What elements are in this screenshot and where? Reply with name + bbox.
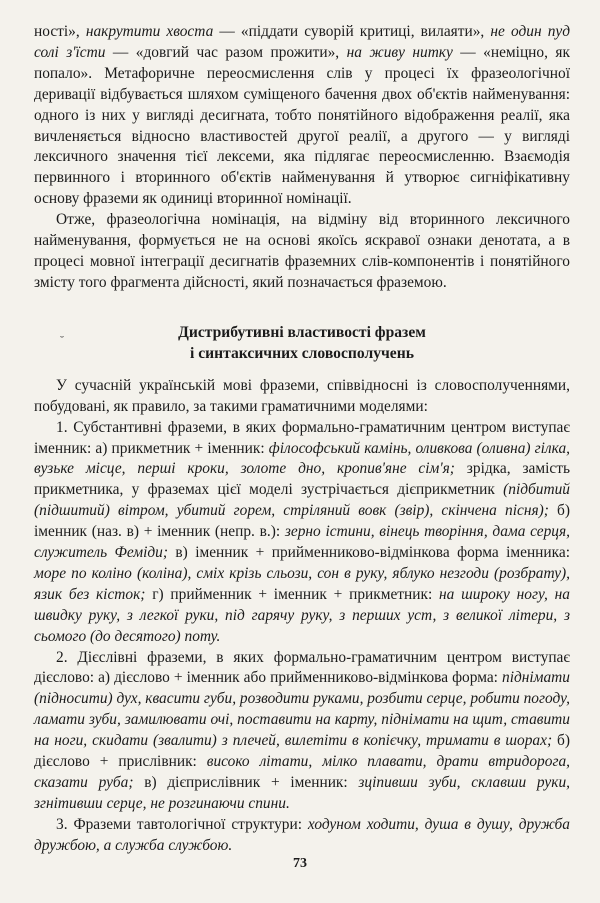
paragraph-intro <box>34 376 570 418</box>
paragraph-metaphor <box>34 22 570 210</box>
page-number: 73 <box>293 856 307 871</box>
text-run: б) іменник (наз. в) + іменник (непр. в.): <box>34 502 570 541</box>
paragraph-substantive <box>34 418 570 648</box>
text-run: У сучасній українській мові фраземи, співвідносні із словосполученнями, побудовані, як правило, за такими граматичними моделями: <box>34 376 570 415</box>
example-phrases: на живу нитку <box>346 43 453 61</box>
heading-line-2: і синтаксичних словосполучень <box>190 344 414 362</box>
text-run: б) дієслово + прислівник: <box>34 732 570 771</box>
text-run: — «неміцно, як попало». Метафоричне переосмислення слів у процесі їх фразеологічної деривації відбувається шляхом суміщеного бачення двох об'єктів найменування: одного із них у вигляді десигната, тобто понятійного відображення реалії, яка вичленяється відносно властивостей другої реалії, а другого — у вигляді лексичного значення тієї лексеми, яка підлягає переосмисленню. Взаємодія первинного і вторинного об'єктів найменування й утворює сигніфікативну основу фраземи як одиниці вторинної номінації. <box>34 43 570 208</box>
example-phrases: зерно істини, вінець творіння, дама серця, служитель Феміди; <box>34 523 570 562</box>
example-phrases: (підбитий (підшитий) вітром, убитий горем, стріляний вовк (звір), скінчена пісня); <box>34 481 570 520</box>
text-run: в) іменник + прийменниково-відмінкова форма іменника: <box>168 544 570 562</box>
example-phrases: високо літати, мілко плавати, драти втридорога, сказати руба; <box>34 753 570 791</box>
stray-mark: ˘ <box>60 333 64 347</box>
example-phrases: зціпивши зуби, склавши руки, згнітивши серце, не розгинаючи спини. <box>34 774 570 812</box>
example-phrases: не один пуд солі з'їсти <box>34 23 570 61</box>
section-heading <box>34 322 570 364</box>
example-phrases: на широку ногу, на швидку руку, з легкої руки, під гарячу руку, з перших уст, з великої літери, з сьомого (до десятого) поту. <box>34 585 571 645</box>
text-run: г) прийменник + іменник + прикметник: <box>145 585 440 603</box>
example-phrases: море по коліно (коліна), сміх крізь сльози, сон в руку, яблуко незгоди (розбрату), язик без кісток; <box>34 564 570 603</box>
text-run: зрідка, замість прикметника, у фраземах цієї моделі зустрічається дієприкметник <box>34 460 570 499</box>
example-phrases: піднімати (підносити) дух, квасити губи, розводити руками, розбити серце, робити погоду, ламати зуби, замилювати очі, поставити на карту, піднімати на щит, ставити на ноги, скидати (звалити) з плечей, вилетіти в копієчку, тримати в шорах; <box>34 669 570 750</box>
text-run: 3. Фраземи тавтологічної структури: <box>56 815 308 833</box>
heading-line-1: Дистрибутивні властивості фразем <box>178 323 426 341</box>
text-run: — «довгий час разом прожити», <box>105 43 347 61</box>
text-run: 2. Дієслівні фраземи, в яких формально-граматичним центром виступає дієслово: а) дієслово + іменник або прийменниково-відмінкова форма: <box>34 648 570 687</box>
example-phrases: ходуном ходити, душа в душу, дружба дружбою, а служба службою. <box>34 815 570 854</box>
text-run: Отже, фразеологічна номінація, на відміну від вторинного лексичного найменування, формується не на основі якоїсь яскравої ознаки денотата, а в процесі мовної інтеграції десигнатів фраземних слів-компонентів і понятійного змісту того фрагмента дійсності, який позначається фраземою. <box>34 211 570 291</box>
example-phrases: накрутити хвоста <box>85 23 214 40</box>
paragraph-nomination <box>34 210 570 294</box>
text-run: ності», <box>34 23 86 40</box>
text-run: — «піддати суворій критиці, вилаяти», <box>213 23 491 40</box>
text-run: в) дієприслівник + іменник: <box>133 774 359 791</box>
paragraph-tautological <box>34 815 570 857</box>
text-run: 1. Субстантивні фраземи, в яких формально-граматичним центром виступає іменник: а) прикметник + іменник: <box>34 418 570 457</box>
example-phrases: філософський камінь, оливкова (оливна) гілка, вузьке місце, перші кроки, золоте дно, кропив'яне сім'я; <box>34 439 571 478</box>
paragraph-verbal <box>34 648 570 815</box>
